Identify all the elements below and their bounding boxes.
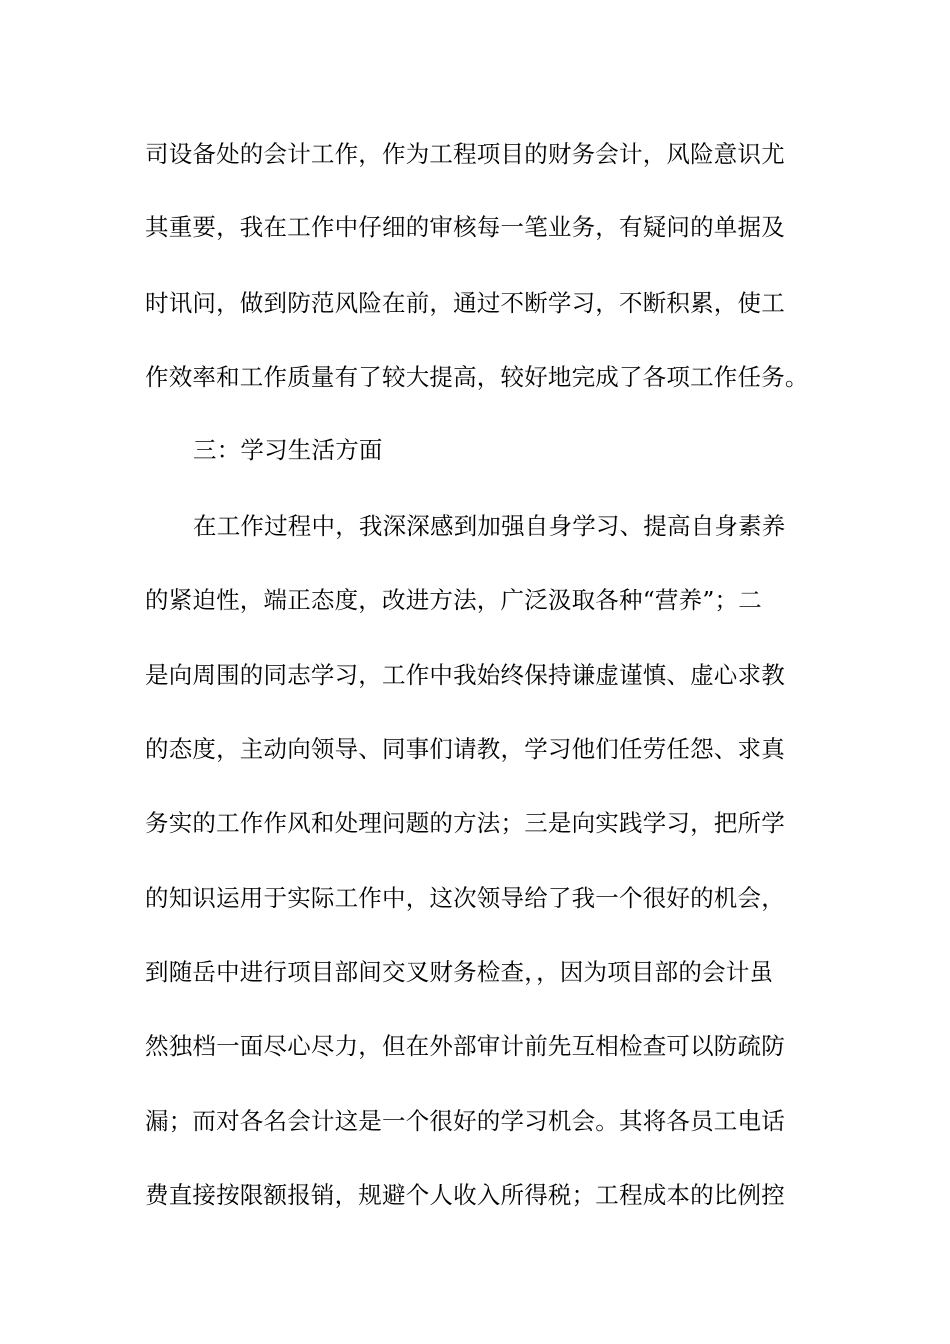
- text-line: 是向周围的同志学习，工作中我始终保持谦虚谨慎、虚心求教: [145, 661, 785, 689]
- text-line: 时讯问，做到防范风险在前，通过不断学习，不断积累，使工: [145, 289, 785, 317]
- text-line: 的态度，主动向领导、同事们请教，学习他们任劳任怨、求真: [145, 735, 785, 763]
- paragraph-first-line: 在工作过程中，我深深感到加强自身学习、提高自身素养: [193, 512, 786, 540]
- text-line: 司设备处的会计工作，作为工程项目的财务会计，风险意识尤: [145, 140, 785, 168]
- text-line: 费直接按限额报销，规避个人收入所得税；工程成本的比例控: [145, 1181, 785, 1209]
- text-line: 的知识运用于实际工作中，这次领导给了我一个很好的机会，: [145, 884, 785, 912]
- text-line: 作效率和工作质量有了较大提高，较好地完成了各项工作任务。: [145, 363, 809, 391]
- text-line: 漏；而对各名会计这是一个很好的学习机会。其将各员工电话: [145, 1107, 785, 1135]
- text-line: 然独档一面尽心尽力，但在外部审计前先互相检查可以防疏防: [145, 1032, 785, 1060]
- text-line: 务实的工作作风和处理问题的方法；三是向实践学习，把所学: [145, 809, 785, 837]
- text-line: 的紧迫性，端正态度，改进方法，广泛汲取各种“营养”；二: [145, 586, 762, 614]
- section-heading: 三：学习生活方面: [193, 436, 383, 464]
- text-line: 到随岳中进行项目部间交叉财务检查，，因为项目部的会计虽: [145, 958, 774, 986]
- text-line: 其重要，我在工作中仔细的审核每一笔业务，有疑问的单据及: [145, 213, 785, 241]
